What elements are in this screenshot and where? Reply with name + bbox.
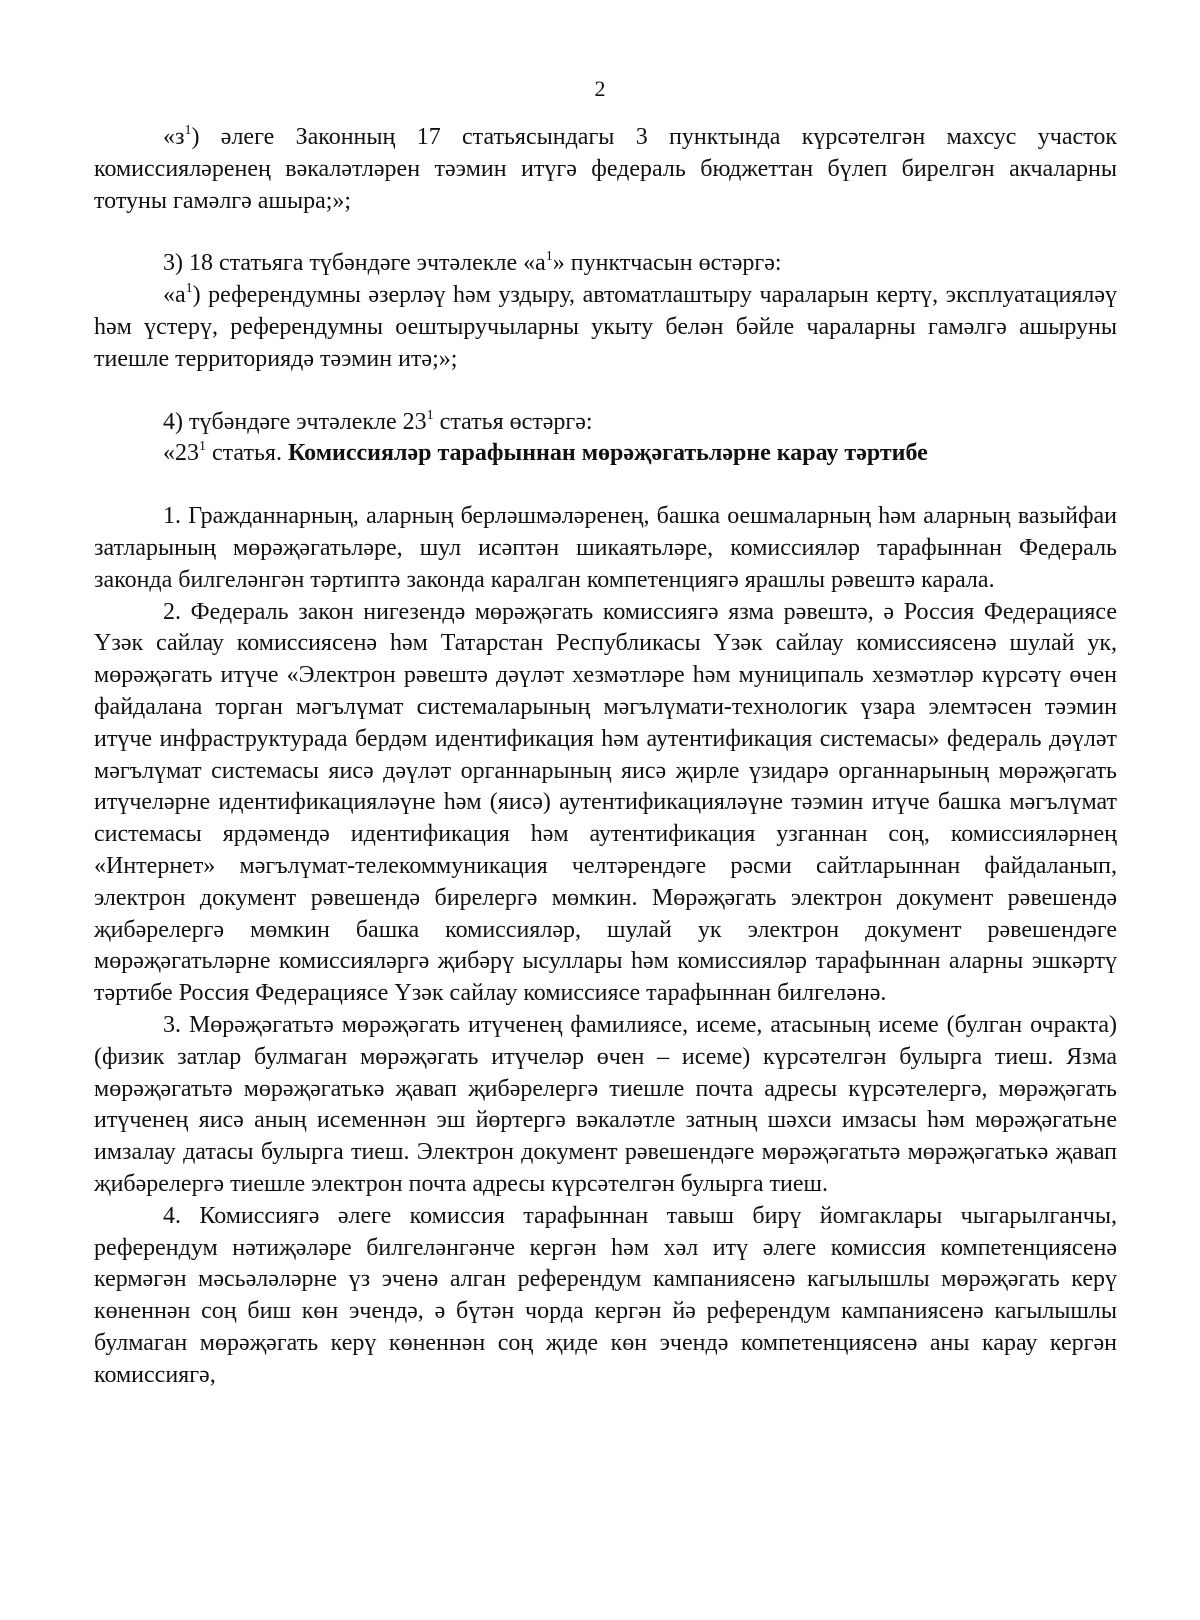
text-run: 1. Гражданнарның, аларның берләшмәләренең, башка оешмаларның һәм аларның вазыйфаи затларының мөрәҗәгатьләре, шул исәптән шикаятьләре, комиссияләр тарафыннан Федераль законда билгеләнгән тәртиптә законда каралган компетенциягә ярашлы рәвештә карала. — [94, 503, 1117, 593]
text-run: » пунктчасын өстәргә: — [552, 250, 782, 277]
paragraph — [94, 407, 1117, 439]
text-run: статья. — [206, 440, 288, 467]
page-number: 2 — [594, 76, 606, 101]
text-run: статья өстәргә: — [433, 408, 593, 435]
text-run: 3. Мөрәҗәгатьтә мөрәҗәгать итүченең фамилиясе, исеме, атасының исеме (булган очракта) (физик затлар булмаган мөрәҗәгать итүчеләр өчен – исеме) күрсәтелгән булырга тиеш. Язма мөрәҗәгатьтә мөрәҗәгатькә җавап җибәрелергә тиешле почта адресы күрсәтелергә, мөрәҗәгать итүченең яисә аның исеменнән эш йөртергә вәкаләтле затның шәхси имзасы һәм мөрәҗәгатьне имзалау датасы булырга тиеш. Электрон документ рәвешендәге мөрәҗәгатьтә мөрәҗәгатькә җавап җибәрелергә тиешле электрон почта адресы күрсәтелгән булырга тиеш. — [94, 1011, 1117, 1197]
paragraph — [94, 280, 1117, 375]
text-run: ) референдумны әзерләү һәм уздыру, автоматлаштыру чараларын кертү, эксплуатацияләү һәм үстерү, референдумны оештыручыларны укыту белән бәйле чараларны гамәлгә ашыруны тиешле территориядә тәэмин итә;»; — [94, 282, 1117, 372]
text-run: «23 — [163, 440, 199, 467]
text-run: 3) 18 статьяга түбәндәге эчтәлекле «а — [163, 250, 546, 277]
paragraph — [94, 501, 1117, 596]
paragraph — [94, 122, 1117, 217]
superscript: 1 — [199, 439, 206, 455]
text-run: «з — [163, 124, 185, 150]
heading-title: Комиссияләр тарафыннан мөрәҗәгатьләрне карау тәртибе — [287, 440, 928, 467]
text-run: 2. Федераль закон нигезендә мөрәҗәгать комиссиягә язма рәвештә, ә Россия Федерациясе Үзәк сайлау комиссиясенә һәм Татарстан Республикасы Үзәк сайлау комиссиясенә шулай ук, мөрәҗәгать итүче «Электрон рәвештә дәүләт хезмәтләре һәм муниципаль хезмәтләр күрсәтү өчен файдалана торган мәгълүмат системаларының мәгълүмати-технологик үзара элемтәсен тәэмин итүче инфраструктурада бердәм идентификация һәм аутентификация системасы» федераль дәүләт мәгълүмат системасы яисә дәүләт органнарының яисә җирле үзидарә органнарының мөрәҗәгать итүчеләрне идентификацияләүне һәм (яисә) аутентификацияләүне тәэмин итүче башка мәгълүмат системасы ярдәмендә идентификация һәм аутентификация узганнан соң, комиссияләрнең «Интернет» мәгълүмат-телекоммуникация челтәрендәге рәсми сайтларыннан файдаланып, электрон документ рәвешендә бирелергә мөмкин. Мөрәҗәгать электрон документ рәвешендә җибәрелергә мөмкин башка комиссияләр, шулай ук электрон документ рәвешендәге мөрәҗәгатьләрне комиссияләргә җибәрү ысуллары һәм комиссияләр тарафыннан аларны эшкәртү тәртибе Россия Федерациясе Үзәк сайлау комиссиясе тарафыннан билгеләнә. — [94, 598, 1117, 1007]
document-body — [94, 122, 1117, 1391]
superscript: 1 — [545, 249, 553, 265]
superscript: 1 — [185, 281, 193, 297]
paragraph — [94, 1010, 1117, 1201]
article-heading — [94, 438, 1117, 470]
paragraph — [94, 597, 1117, 1010]
text-run: «а — [163, 282, 186, 309]
superscript: 1 — [184, 123, 192, 138]
text-run: 4) түбәндәге эчтәлекле 23 — [163, 408, 427, 435]
paragraph — [94, 1201, 1117, 1392]
superscript: 1 — [426, 407, 434, 423]
text-run: ) әлеге Законның 17 статьясындагы 3 пунктында күрсәтелгән махсус участок комиссияләренең вәкаләтләрен тәэмин итүгә федераль бюджеттан бүлеп бирелгән акчаларны тотуны гамәлгә ашыра;»; — [94, 124, 1117, 214]
paragraph — [94, 248, 1117, 280]
text-run: 4. Комиссиягә әлеге комиссия тарафыннан тавыш бирү йомгаклары чыгарылганчы, референдум нәтиҗәләре билгеләнгәнче кергән һәм хәл итү әлеге комиссия компетенциясенә кермәгән мәсьәләләрне үз эченә алган референдум кампаниясенә кагылышлы мөрәҗәгать керү көненнән соң биш көн эчендә, ә бүтән чорда кергән йә референдум кампаниясенә кагылышлы булмаган мөрәҗәгать керү көненнән соң җиде көн эчендә компетенциясенә аны карау кергән комиссиягә, — [94, 1202, 1117, 1388]
